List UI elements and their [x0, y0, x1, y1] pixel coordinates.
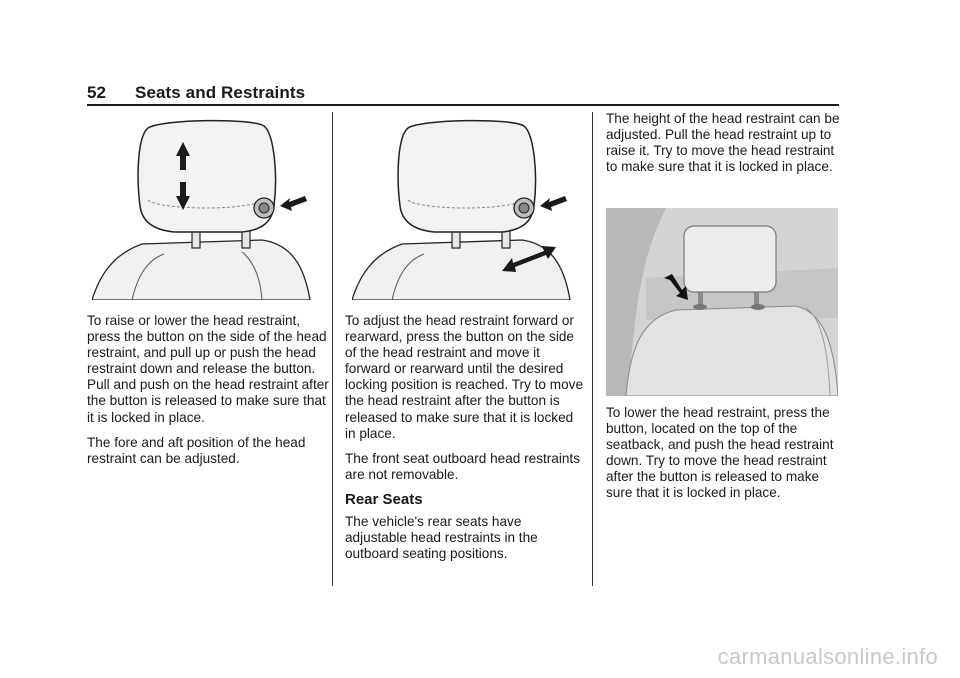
page-number: 52: [87, 83, 107, 102]
rear-seat-head-restraint-photo: [606, 208, 838, 396]
page-header: [87, 83, 305, 103]
column-2: [345, 313, 587, 571]
section-title: Seats and Restraints: [135, 83, 306, 102]
col1-paragraph-1: To raise or lower the head restraint, press the button on the side of the head restraint, and pull up or push the head restraint down and release the button. Pull and push on the head restraint after the button is released to make sure that it is locked in place.: [87, 313, 329, 425]
head-restraint-fore-aft-illustration: [352, 114, 572, 300]
col2-paragraph-2: The front seat outboard head restraints are not removable.: [345, 450, 581, 482]
watermark: carmanualsonline.info: [717, 644, 938, 669]
column-divider-1: [332, 112, 333, 586]
column-1: [87, 313, 329, 476]
column-3-top: [606, 111, 842, 184]
header-rule: [87, 104, 839, 106]
col3-paragraph-2: To lower the head restraint, press the button, located on the top of the seatback, and push the head restraint down. Try to move the head restraint after the button is released to make sure that it is locked in place.: [606, 405, 834, 501]
col2-paragraph-3: The vehicle's rear seats have adjustable head restraints in the outboard seating positions.: [345, 514, 538, 562]
col3-paragraph-1: The height of the head restraint can be adjusted. Pull the head restraint up to raise it. Try to move the head restraint to make sure that it is locked in place.: [606, 111, 840, 175]
col2-paragraph-1: To adjust the head restraint forward or rearward, press the button on the side of the head restraint and move it forward or rearward until the desired locking position is reached. Try to move the head restraint after the button is released to make sure that it is locked in place.: [345, 313, 584, 441]
col1-paragraph-2: The fore and aft position of the head restraint can be adjusted.: [87, 434, 306, 466]
column-divider-2: [592, 112, 593, 586]
rear-seats-heading: Rear Seats: [345, 490, 423, 508]
column-3-bottom: [606, 405, 842, 511]
head-restraint-up-down-illustration: [92, 114, 312, 300]
